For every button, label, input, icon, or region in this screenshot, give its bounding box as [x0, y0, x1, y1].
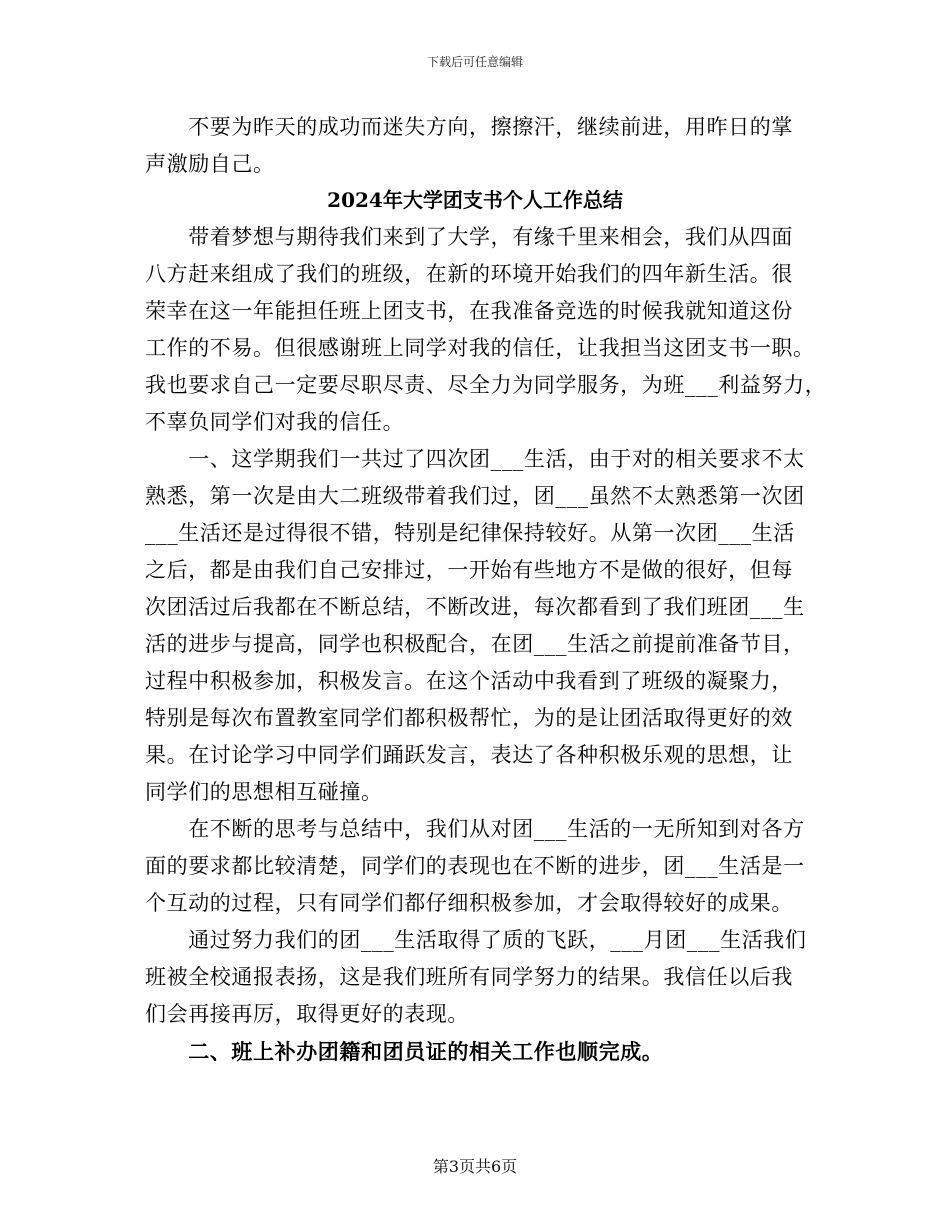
body-line: 之后，都是由我们自己安排过，一开始有些地方不是做的很好，但每 — [145, 558, 793, 582]
body-line: 次团活过后我都在不断总结，不断改进，每次都看到了我们班团___生 — [145, 595, 805, 619]
body-line: 面的要求都比较清楚，同学们的表现也在不断的进步，团___生活是一 — [145, 854, 805, 878]
body-line: 我也要求自己一定要尽职尽责、尽全力为同学服务，为班___利益努力， — [145, 373, 827, 397]
body-line: 声激励自己。 — [145, 152, 275, 176]
body-line: 同学们的思想相互碰撞。 — [145, 780, 383, 804]
body-line: 在不断的思考与总结中，我们从对团___生活的一无所知到对各方 — [145, 817, 805, 841]
body-line: 活的进步与提高，同学也积极配合，在团___生活之前提前准备节目， — [145, 632, 805, 656]
page-number: 第3页共6页 — [432, 1157, 518, 1176]
body-line: 过程中积极参加，积极发言。在这个活动中我看到了班级的凝聚力， — [145, 669, 793, 693]
header-note: 下载后可任意编辑 — [426, 55, 523, 69]
section-title: 2024年大学团支书个人工作总结 — [327, 188, 623, 212]
body-line: 个互动的过程，只有同学们都仔细积极参加，才会取得较好的成果。 — [145, 891, 793, 915]
body-line: 特别是每次布置教室同学们都积极帮忙，为的是让团活取得更好的效 — [145, 706, 793, 730]
body-line: 八方赶来组成了我们的班级，在新的环境开始我们的四年新生活。很 — [145, 262, 793, 286]
body-line: 工作的不易。但很感谢班上同学对我的信任，让我担当这团支书一职。 — [145, 336, 815, 360]
body-line: 通过努力我们的团___生活取得了质的飞跃，___月团___生活我们 — [145, 928, 807, 952]
body-line: 不辜负同学们对我的信任。 — [145, 410, 405, 434]
body-line: 荣幸在这一年能担任班上团支书，在我准备竞选的时候我就知道这份 — [145, 299, 793, 323]
body-line: 一、这学期我们一共过了四次团___生活，由于对的相关要求不太 — [145, 447, 805, 471]
section-heading: 二、班上补办团籍和团员证的相关工作也顺完成。 — [145, 1039, 664, 1064]
body-line: 班被全校通报表扬，这是我们班所有同学努力的结果。我信任以后我 — [145, 965, 793, 989]
body-line: 果。在讨论学习中同学们踊跃发言，表达了各种积极乐观的思想，让 — [145, 743, 793, 767]
body-line: ___生活还是过得很不错，特别是纪律保持较好。从第一次团___生活 — [145, 521, 795, 545]
body-line: 带着梦想与期待我们来到了大学，有缘千里来相会，我们从四面 — [145, 225, 793, 249]
body-line: 们会再接再厉，取得更好的表现。 — [145, 1002, 469, 1026]
body-line: 熟悉，第一次是由大二班级带着我们过，团___虽然不太熟悉第一次团 — [145, 484, 805, 508]
body-line: 不要为昨天的成功而迷失方向，擦擦汗，继续前进，用昨日的掌 — [145, 115, 793, 139]
